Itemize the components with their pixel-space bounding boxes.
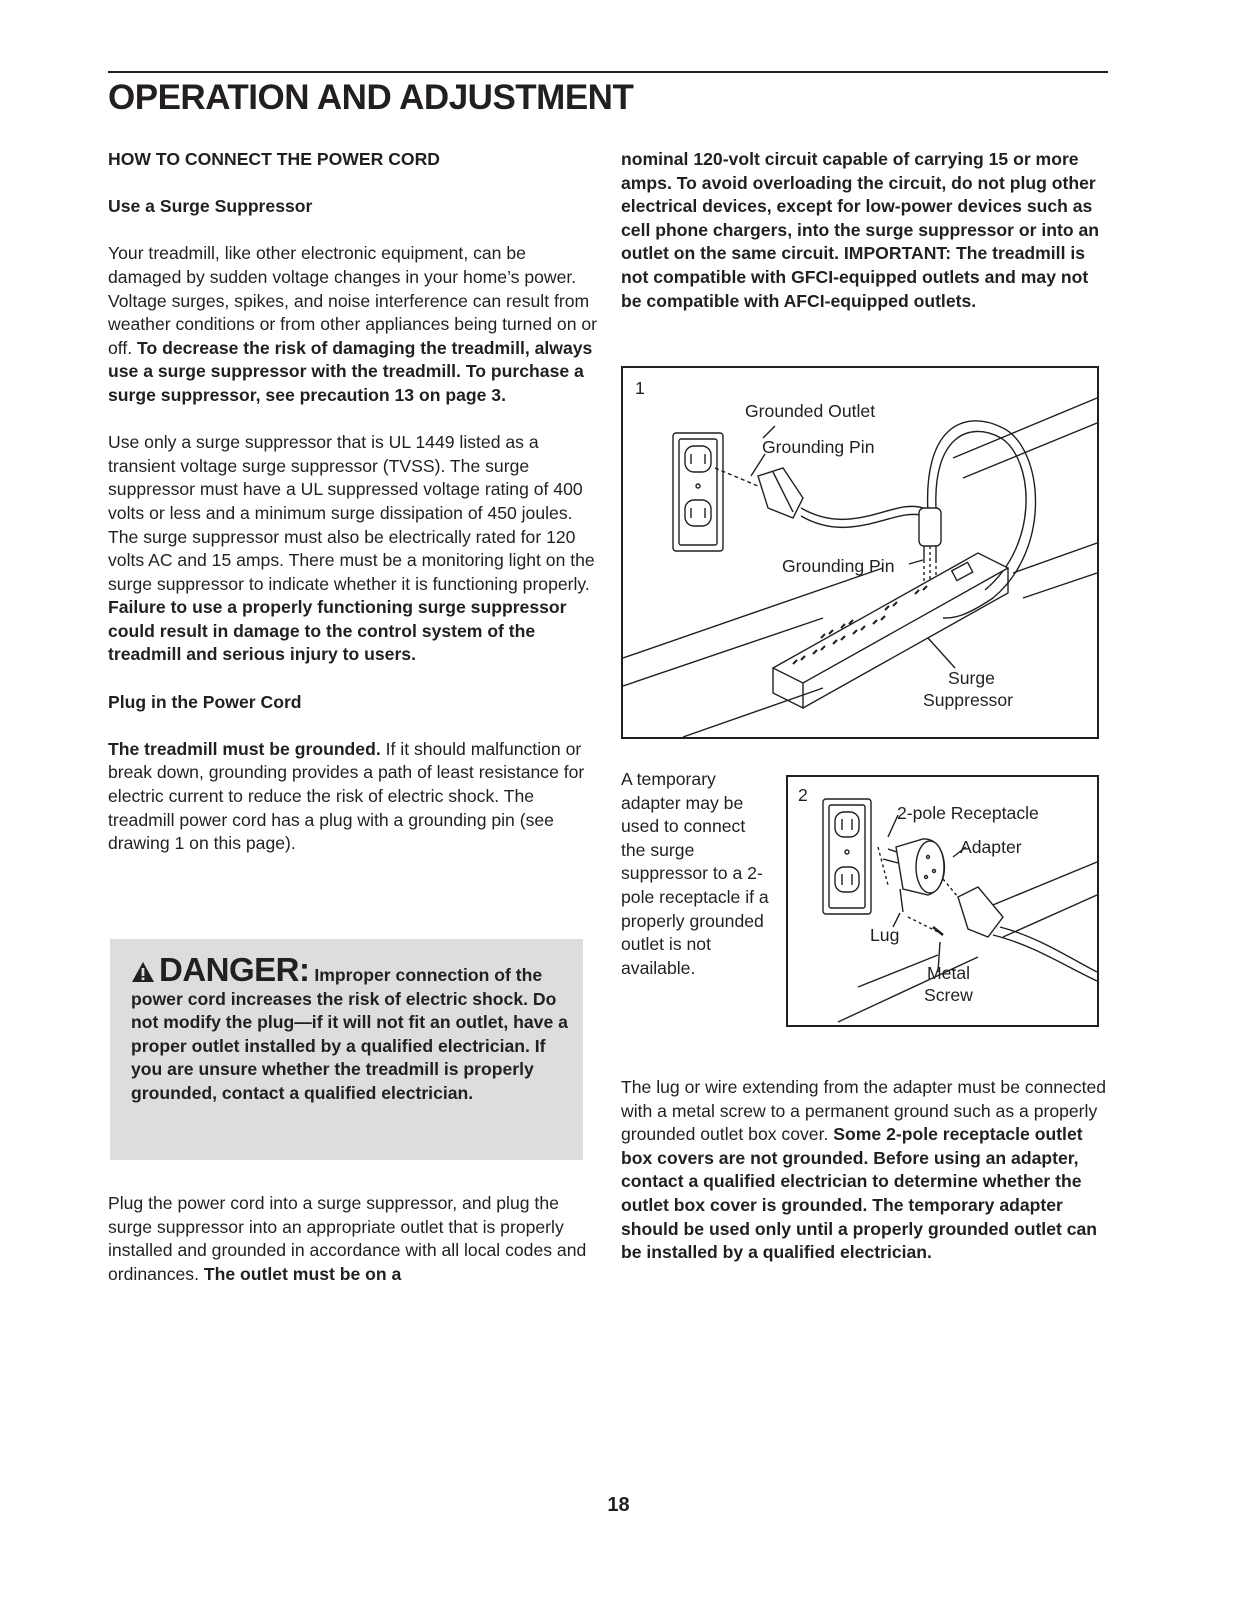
- label-screw: Screw: [924, 985, 973, 1005]
- label-grounding-pin-mid: Grounding Pin: [782, 556, 895, 576]
- danger-message: Improper connection of the power cord increases the risk of electric shock. Do not modify the plug—if it will not fit an outlet, have a proper outlet installed by a qualified electrician. If you are unsure whether the treadmill is properly grounded, contact a qualified electrician.: [131, 965, 568, 1103]
- danger-text: [131, 951, 571, 1106]
- paragraph-circuit-requirements: nominal 120-volt circuit capable of carrying 15 or more amps. To avoid overloading the circuit, do not plug other electrical devices, except for low-power devices such as cell phone chargers, into the surge suppressor or into an outlet on the same circuit. IMPORTANT: The treadmill is not compatible with GFCI-equipped outlets and may not be compatible with AFCI-equipped outlets.: [621, 149, 1100, 311]
- danger-word: DANGER:: [159, 951, 310, 988]
- section-heading: HOW TO CONNECT THE POWER CORD: [108, 149, 440, 169]
- paragraph-lug-grounding: The lug or wire extending from the adapter must be connected with a metal screw to a permanent ground such as a properly grounded outlet box cover. Some 2-pole receptacle outlet box covers are not grounded. Before using an adapter, contact a qualified electrician to determine whether the outlet box cover is grounded. The temporary adapter should be used only until a properly grounded outlet can be installed by a qualified electrician.: [621, 1077, 1107, 1263]
- page-number: 18: [607, 1494, 630, 1516]
- page-title: OPERATION AND ADJUSTMENT: [108, 78, 634, 117]
- paragraph-surge-intro: Your treadmill, like other electronic equipment, can be damaged by sudden voltage changes in your home’s power. Voltage surges, spikes, and noise interference can result from weather conditions or from other appliances being turned on or off. To decrease the risk of damaging the treadmill, always use a surge suppressor with the treadmill. To purchase a surge suppressor, see precaution 13 on page 3.: [108, 243, 598, 405]
- figure-2-number: 2: [798, 785, 808, 805]
- figure-1-drawing: [623, 368, 1097, 737]
- figure-1-number: 1: [635, 378, 645, 398]
- paragraph-grounding: The treadmill must be grounded. If it should malfunction or break down, grounding provides a path of least resistance for electric current to reduce the risk of electric shock. The treadmill power cord has a plug with a grounding pin (see drawing 1 on this page).: [108, 738, 585, 854]
- left-column: [108, 148, 598, 856]
- label-lug: Lug: [870, 925, 900, 945]
- label-metal: Metal: [927, 963, 971, 983]
- paragraph-temporary-adapter: A temporary adapter may be used to connect the surge suppressor to a 2-pole receptacle if a properly grounded outlet is not available.: [621, 769, 769, 978]
- label-suppressor: Suppressor: [923, 690, 1013, 710]
- paragraph-plug-surge: Plug the power cord into a surge suppressor, and plug the surge suppressor into an appropriate outlet that is properly installed and grounded in accordance with all local codes and ordinances. The outlet must be on a: [108, 1193, 587, 1284]
- label-grounding-pin-top: Grounding Pin: [762, 437, 875, 457]
- label-adapter: Adapter: [960, 837, 1022, 857]
- label-grounded-outlet: Grounded Outlet: [745, 401, 876, 421]
- warning-triangle-icon: [131, 961, 155, 983]
- subheading-plug-in: Plug in the Power Cord: [108, 691, 302, 712]
- subheading-surge-suppressor: Use a Surge Suppressor: [108, 196, 313, 217]
- figure-2-adapter: [786, 775, 1099, 1027]
- danger-box: [110, 939, 583, 1160]
- figure-1-grounded-outlet: [621, 366, 1099, 739]
- label-surge: Surge: [948, 668, 995, 688]
- label-2-pole-receptacle: 2-pole Receptacle: [897, 803, 1039, 823]
- top-rule: [108, 71, 1108, 73]
- paragraph-surge-requirements: Use only a surge suppressor that is UL 1449 listed as a transient voltage surge suppressor (TVSS). The surge suppressor must have a UL suppressed voltage rating of 400 volts or less and a minimum surge dissipation of 450 joules. The surge suppressor must also be electrically rated for 120 volts AC and 15 amps. There must be a monitoring light on the surge suppressor to indicate whether it is functioning properly. Failure to use a properly functioning surge suppressor could result in damage to the control system of the treadmill and serious injury to users.: [108, 432, 595, 665]
